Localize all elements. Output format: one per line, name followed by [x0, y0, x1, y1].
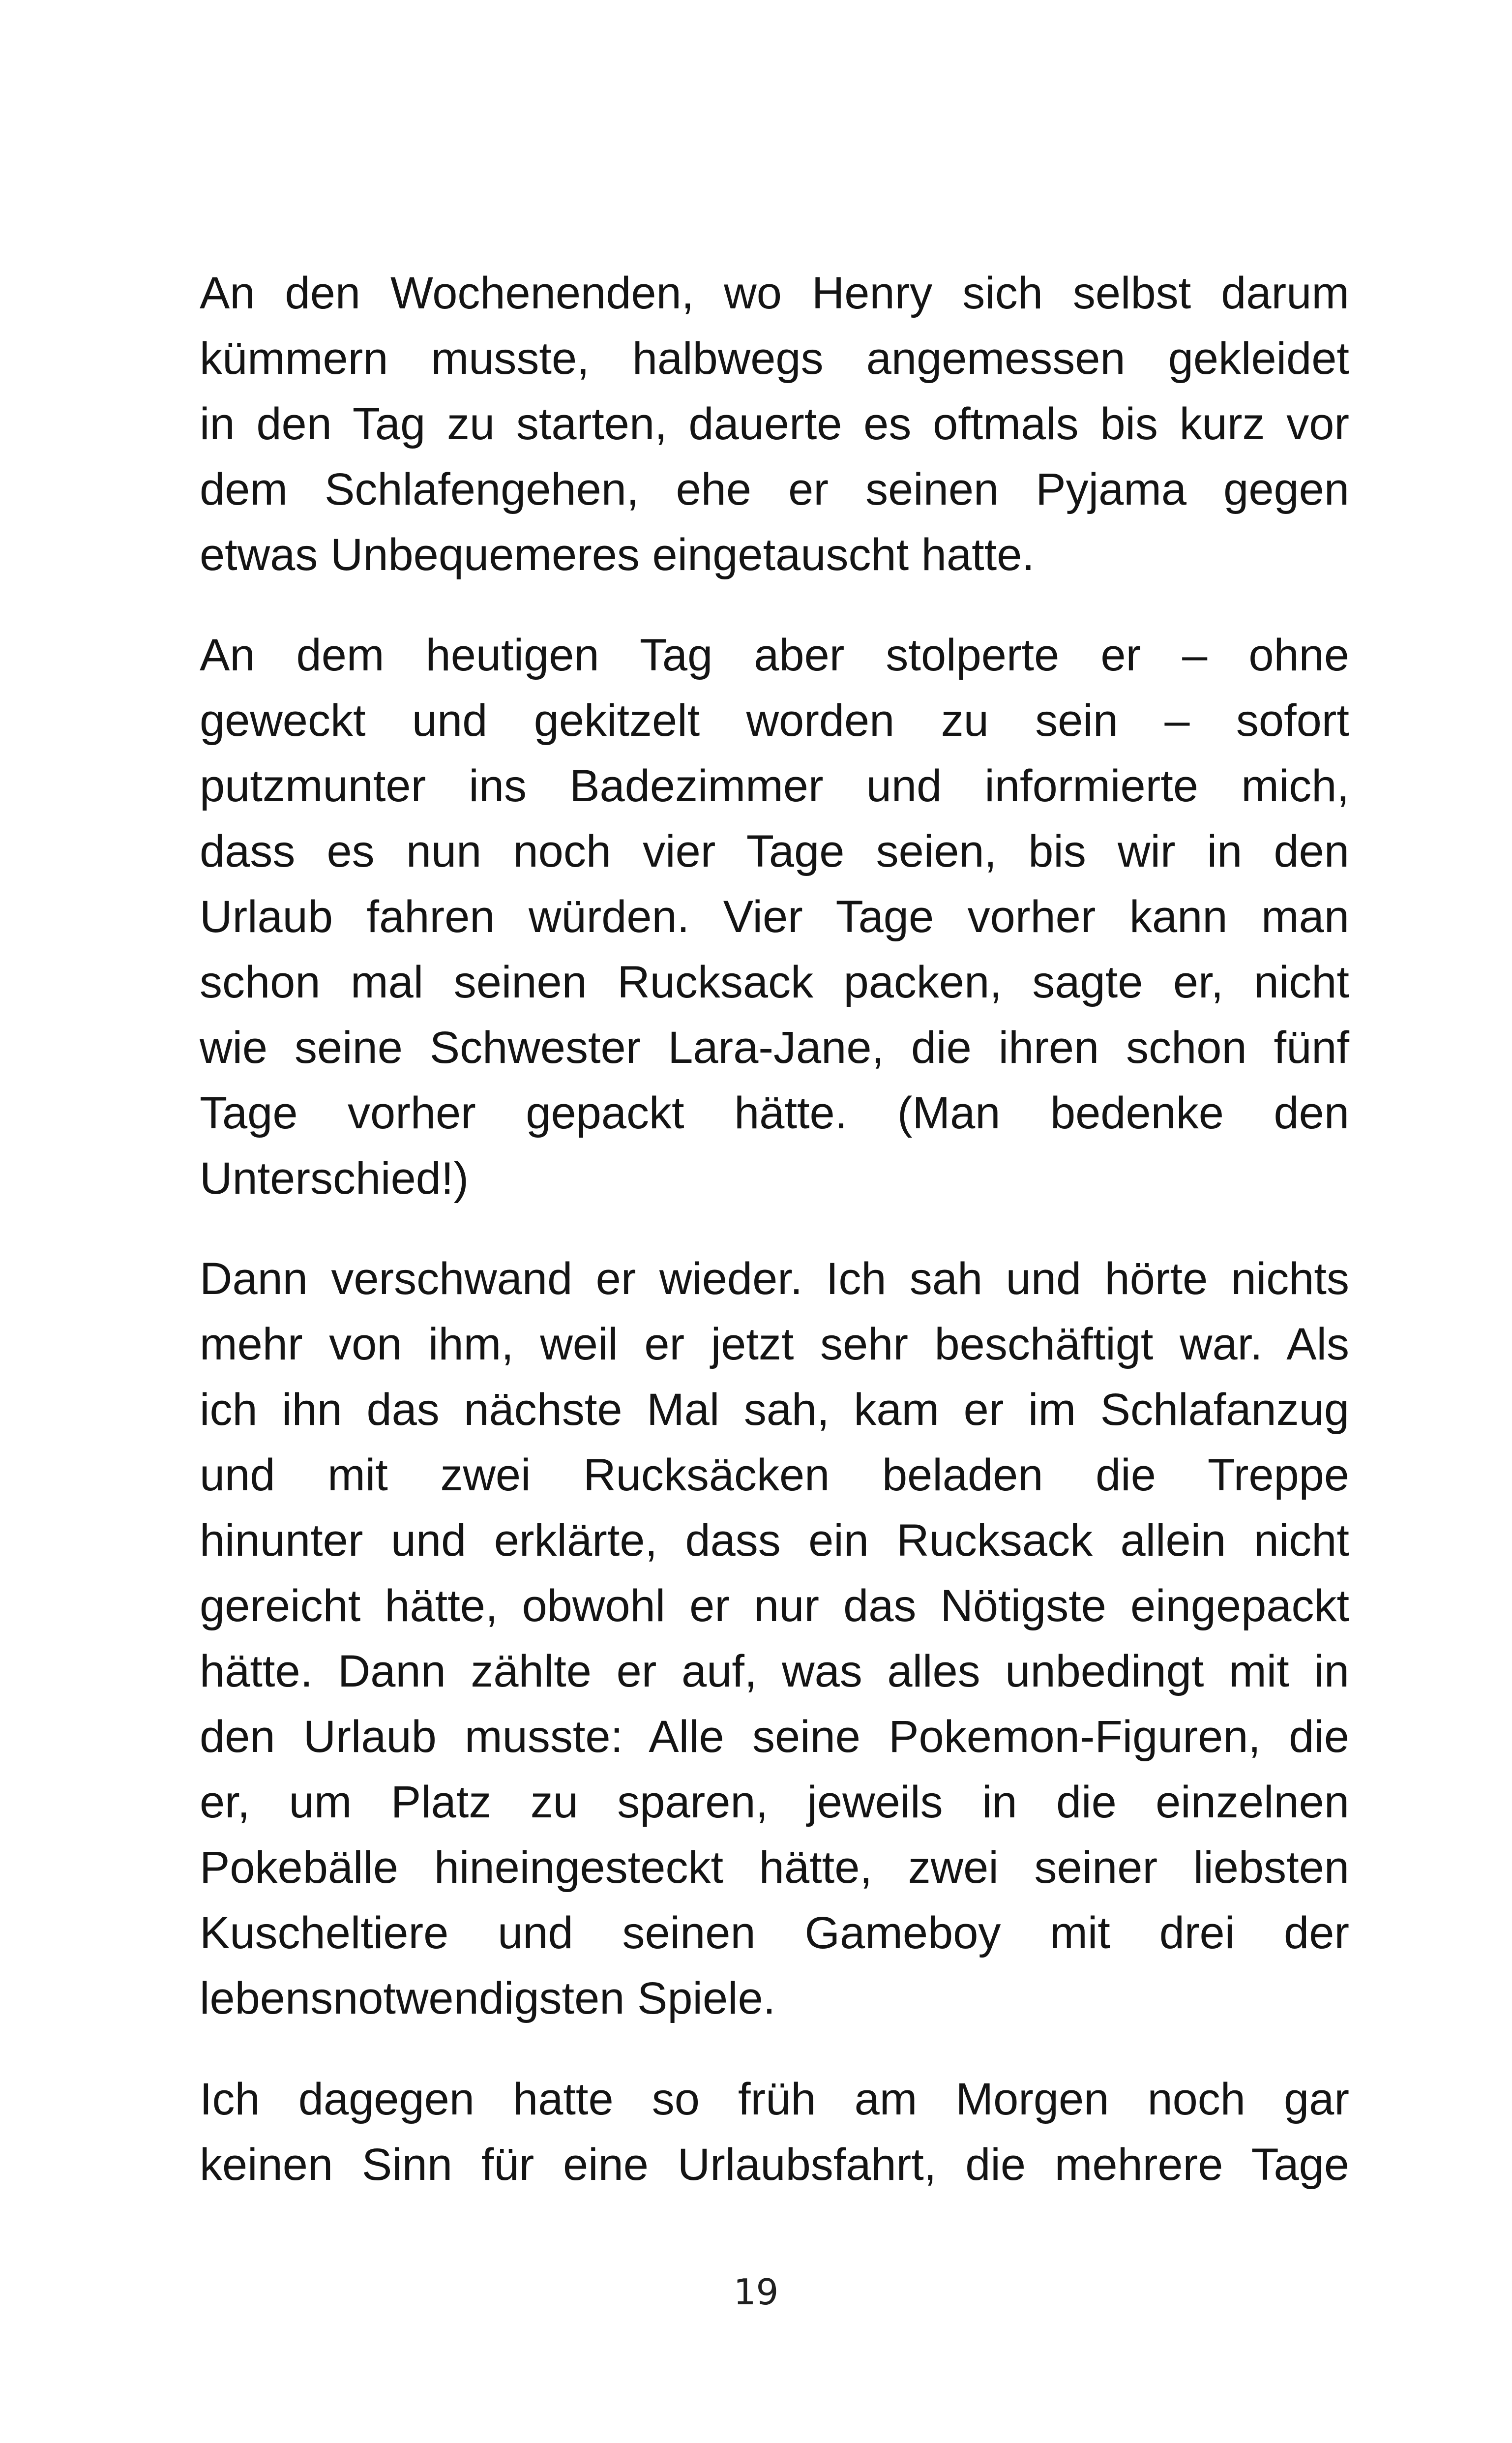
paragraph-line: geweckt und gekitzelt worden zu sein – sofort: [200, 695, 1349, 746]
page-number: 19: [733, 2271, 779, 2313]
paragraph-1: [200, 261, 1349, 588]
paragraph-line: den Urlaub musste: Alle seine Pokemon-Figuren, die: [200, 1712, 1349, 1762]
paragraph-line: gereicht hätte, obwohl er nur das Nötigste eingepackt: [200, 1581, 1349, 1631]
paragraph-2: [200, 623, 1349, 1211]
paragraph-line: keinen Sinn für eine Urlaubsfahrt, die mehrere Tage: [200, 2140, 1349, 2190]
paragraph-line: hinunter und erklärte, dass ein Rucksack allein nicht: [200, 1515, 1349, 1566]
paragraph-4: [200, 2067, 1349, 2198]
paragraph-line: kümmern musste, halbwegs angemessen gekleidet: [200, 333, 1349, 384]
paragraph-line: hätte. Dann zählte er auf, was alles unbedingt mit in: [200, 1646, 1349, 1696]
paragraph-line: dem Schlafengehen, ehe er seinen Pyjama gegen: [200, 464, 1349, 514]
paragraph-line: An dem heutigen Tag aber stolperte er – ohne: [200, 630, 1349, 680]
paragraph-line: er, um Platz zu sparen, jeweils in die einzelnen: [200, 1777, 1349, 1827]
paragraph-line: An den Wochenenden, wo Henry sich selbst darum: [200, 268, 1349, 318]
paragraph-3: [200, 1246, 1349, 2031]
paragraph-line: Kuscheltiere und seinen Gameboy mit drei der: [200, 1908, 1349, 1958]
paragraph-line: ich ihn das nächste Mal sah, kam er im Schlafanzug: [200, 1385, 1349, 1435]
paragraph-line: Ich dagegen hatte so früh am Morgen noch gar: [200, 2074, 1349, 2124]
paragraph-line: Dann verschwand er wieder. Ich sah und hörte nichts: [200, 1254, 1349, 1304]
paragraph-line: Urlaub fahren würden. Vier Tage vorher kann man: [200, 892, 1349, 942]
paragraph-line: und mit zwei Rucksäcken beladen die Treppe: [200, 1450, 1349, 1500]
paragraph-line: wie seine Schwester Lara-Jane, die ihren schon fünf: [200, 1023, 1349, 1073]
paragraph-line: putzmunter ins Badezimmer und informierte mich,: [200, 761, 1349, 811]
paragraph-line: mehr von ihm, weil er jetzt sehr beschäftigt war. Als: [200, 1319, 1349, 1369]
paragraph-line: in den Tag zu starten, dauerte es oftmals bis kurz vor: [200, 399, 1349, 449]
paragraph-line: Unterschied!): [200, 1153, 469, 1204]
paragraph-line: lebensnotwendigsten Spiele.: [200, 1973, 776, 2023]
paragraph-line: schon mal seinen Rucksack packen, sagte er, nicht: [200, 957, 1349, 1007]
paragraph-line: dass es nun noch vier Tage seien, bis wir in den: [200, 826, 1349, 876]
paragraph-line: etwas Unbequemeres eingetauscht hatte.: [200, 530, 1035, 580]
paragraph-line: Pokebälle hineingesteckt hätte, zwei seiner liebsten: [200, 1842, 1349, 1893]
paragraph-line: Tage vorher gepackt hätte. (Man bedenke den: [200, 1088, 1349, 1138]
